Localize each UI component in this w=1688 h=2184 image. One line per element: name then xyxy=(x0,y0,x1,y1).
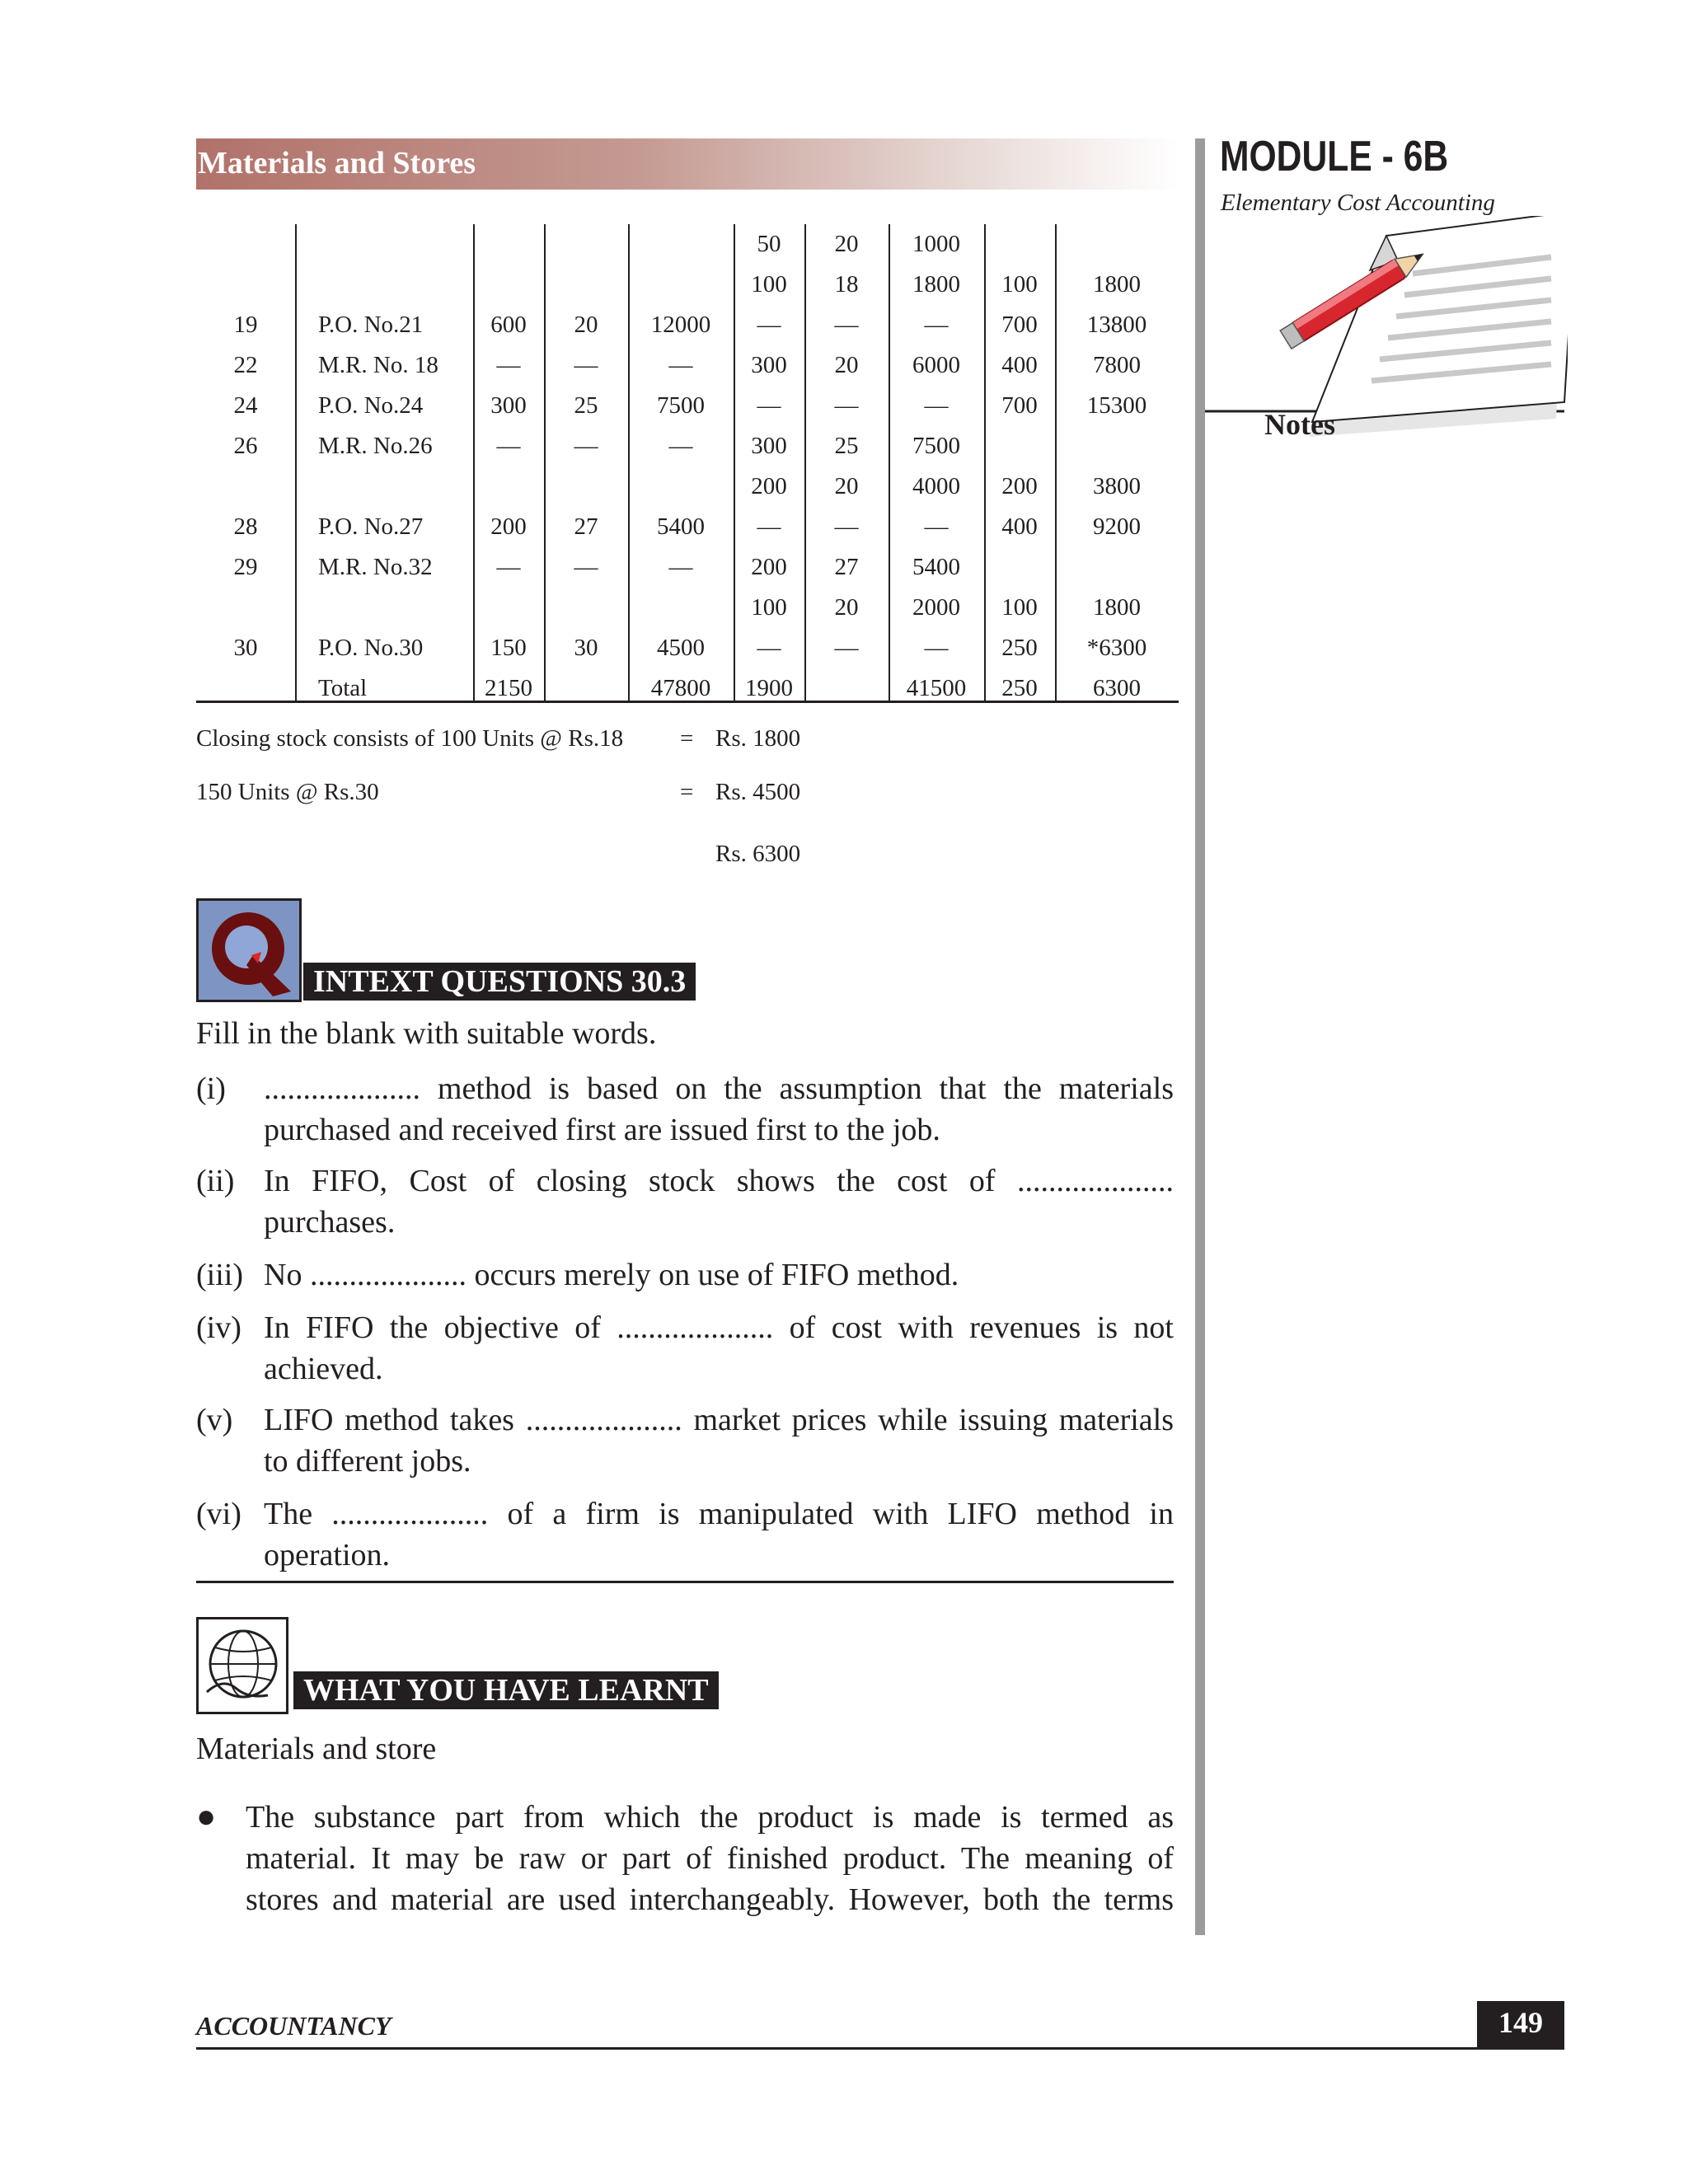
footer-rule xyxy=(196,2047,1564,2050)
ledger-cell-receipt-rate xyxy=(544,668,628,709)
question-text-line: operation. xyxy=(264,1538,391,1572)
ledger-cell-balance-qty: 700 xyxy=(1001,392,1038,419)
ledger-cell-receipt-amount xyxy=(628,588,734,628)
ledger-cell-receipt-qty xyxy=(473,588,544,628)
closing-stock-line1-equals: = xyxy=(680,725,694,752)
ledger-cell-date: 30 xyxy=(233,635,258,661)
ledger-cell-receipt-rate: 27 xyxy=(574,513,598,540)
ledger-cell-issue-amount: 4000 xyxy=(912,473,960,499)
ledger-cell-balance-qty xyxy=(984,224,1055,265)
ledger-cell-issue-rate: 18 xyxy=(834,271,859,298)
ledger-cell-receipt-rate: 20 xyxy=(574,312,598,338)
ledger-cell-issue-qty: — xyxy=(757,635,781,661)
ledger-cell-date xyxy=(196,224,295,265)
ledger-cell-issue-rate: 20 xyxy=(834,594,859,621)
module-title: MODULE - 6B xyxy=(1220,133,1449,180)
ledger-cell-balance-qty: 250 xyxy=(1001,675,1038,701)
question-number: (i) xyxy=(196,1071,226,1106)
ledger-cell-balance-qty: 100 xyxy=(1001,271,1038,298)
question-number: (ii) xyxy=(196,1164,235,1198)
ledger-cell-date: 22 xyxy=(233,352,258,378)
ledger-cell-issue-qty: 100 xyxy=(751,271,787,298)
ledger-cell-balance-amount xyxy=(1055,547,1179,588)
closing-stock-total: Rs. 6300 xyxy=(715,841,801,867)
closing-stock-line2-value: Rs. 4500 xyxy=(715,779,801,805)
question-text-line: The .................... of a firm is manipulated with LIFO method in xyxy=(264,1497,1174,1531)
ledger-cell-balance-amount xyxy=(1055,426,1179,466)
ledger-cell-date: 28 xyxy=(233,513,258,540)
ledger-cell-issue-rate: 25 xyxy=(834,433,859,459)
closing-stock-line2-equals: = xyxy=(680,779,694,805)
ledger-cell-issue-rate: — xyxy=(834,513,859,540)
ledger-cell-issue-amount: — xyxy=(924,513,949,540)
bullet-marker: ● xyxy=(196,1797,217,1835)
question-text-line: to different jobs. xyxy=(264,1444,471,1479)
ledger-cell-issue-amount: 6000 xyxy=(912,352,960,378)
fill-in-instruction: Fill in the blank with suitable words. xyxy=(196,1016,657,1051)
ledger-cell-receipt-amount: 47800 xyxy=(650,675,711,701)
ledger-cell-receipt-amount xyxy=(628,265,734,305)
ledger-cell-issue-qty: — xyxy=(757,392,781,419)
ledger-cell-particulars xyxy=(295,265,473,305)
ledger-cell-balance-qty xyxy=(984,547,1055,588)
ledger-cell-balance-amount: 7800 xyxy=(1093,352,1141,378)
question-number: (iv) xyxy=(196,1310,241,1345)
question-q-icon xyxy=(199,901,299,1000)
ledger-cell-receipt-rate: — xyxy=(574,433,598,459)
ledger-cell-date xyxy=(196,265,295,305)
ledger-cell-issue-amount: — xyxy=(924,635,949,661)
ledger-cell-date: 19 xyxy=(233,312,258,338)
ledger-cell-particulars: M.R. No.26 xyxy=(318,433,433,459)
question-number: (vi) xyxy=(196,1497,241,1531)
question-text-line: achieved. xyxy=(264,1352,383,1386)
ledger-cell-receipt-qty: — xyxy=(496,554,521,580)
ledger-cell-particulars: Total xyxy=(318,675,368,701)
ledger-cell-issue-rate: 20 xyxy=(834,473,859,499)
ledger-cell-receipt-amount: 4500 xyxy=(657,635,705,661)
ledger-cell-issue-qty: — xyxy=(757,513,781,540)
ledger-cell-issue-qty: 300 xyxy=(751,352,787,378)
question-text-line: No .................... occurs merely on use of FIFO method. xyxy=(264,1258,959,1292)
ledger-cell-issue-amount: 1800 xyxy=(912,271,960,298)
ledger-cell-date: 29 xyxy=(233,554,258,580)
ledger-cell-issue-amount: 41500 xyxy=(906,675,967,701)
what-you-have-learnt-heading: WHAT YOU HAVE LEARNT xyxy=(293,1671,719,1709)
ledger-cell-balance-qty: 200 xyxy=(1001,473,1038,499)
ledger-cell-issue-amount: 5400 xyxy=(912,554,960,580)
ledger-cell-particulars: P.O. No.21 xyxy=(318,312,424,338)
ledger-cell-particulars: P.O. No.27 xyxy=(318,513,424,540)
ledger-cell-balance-amount: 15300 xyxy=(1086,392,1147,419)
ledger-cell-receipt-rate: — xyxy=(574,352,598,378)
question-text-line: purchases. xyxy=(264,1205,396,1240)
ledger-cell-balance-amount: 9200 xyxy=(1093,513,1141,540)
module-subtitle: Elementary Cost Accounting xyxy=(1221,190,1495,216)
ledger-cell-issue-rate: — xyxy=(834,635,859,661)
ledger-cell-receipt-rate: 25 xyxy=(574,392,598,419)
ledger-cell-receipt-qty: 600 xyxy=(490,312,527,338)
stores-ledger-table xyxy=(196,224,1179,704)
ledger-cell-particulars xyxy=(295,224,473,265)
ledger-cell-issue-amount: 2000 xyxy=(912,594,960,621)
ledger-cell-particulars xyxy=(295,466,473,507)
ledger-cell-receipt-qty: 300 xyxy=(490,392,527,419)
bullet-line: material. It may be raw or part of finished product. The meaning of xyxy=(246,1841,1174,1876)
ledger-cell-particulars: M.R. No. 18 xyxy=(318,352,438,378)
ledger-cell-issue-rate: — xyxy=(834,392,859,419)
ledger-cell-balance-qty: 250 xyxy=(1001,635,1038,661)
ledger-cell-receipt-qty xyxy=(473,466,544,507)
question-number: (v) xyxy=(196,1403,233,1437)
ledger-cell-issue-qty: 200 xyxy=(751,554,787,580)
question-text-line: .................... method is based on the assumption that the materials xyxy=(264,1071,1174,1106)
closing-stock-line2-label: 150 Units @ Rs.30 xyxy=(196,779,379,805)
ledger-cell-receipt-amount: — xyxy=(668,554,693,580)
learnt-intro: Materials and store xyxy=(196,1732,437,1766)
notepad-pencil-icon xyxy=(1205,216,1568,455)
ledger-cell-issue-rate: 27 xyxy=(834,554,859,580)
ledger-cell-receipt-rate xyxy=(544,588,628,628)
question-number: (iii) xyxy=(196,1258,243,1292)
question-text-line: purchased and received first are issued first to the job. xyxy=(264,1113,940,1147)
ledger-cell-issue-rate: 20 xyxy=(834,231,859,257)
ledger-cell-date xyxy=(196,466,295,507)
ledger-cell-particulars: P.O. No.30 xyxy=(318,635,424,661)
ledger-cell-receipt-rate xyxy=(544,265,628,305)
ledger-cell-receipt-rate: 30 xyxy=(574,635,598,661)
ledger-cell-balance-qty xyxy=(984,426,1055,466)
ledger-cell-date xyxy=(196,588,295,628)
footer-subject: ACCOUNTANCY xyxy=(196,2011,392,2041)
ledger-cell-receipt-qty xyxy=(473,224,544,265)
ledger-cell-receipt-rate xyxy=(544,224,628,265)
ledger-cell-issue-qty: 1900 xyxy=(745,675,793,701)
ledger-cell-balance-qty: 100 xyxy=(1001,594,1038,621)
ledger-cell-issue-rate xyxy=(804,668,889,709)
ledger-cell-issue-qty: 200 xyxy=(751,473,787,499)
ledger-cell-issue-rate: — xyxy=(834,312,859,338)
margin-divider xyxy=(1195,138,1205,1935)
questions-end-rule xyxy=(196,1581,1174,1583)
ledger-cell-receipt-amount xyxy=(628,466,734,507)
ledger-cell-receipt-rate xyxy=(544,466,628,507)
ledger-cell-receipt-qty: — xyxy=(496,352,521,378)
ledger-cell-balance-qty: 400 xyxy=(1001,352,1038,378)
ledger-cell-date: 24 xyxy=(233,392,258,419)
ledger-cell-issue-amount: — xyxy=(924,312,949,338)
ledger-cell-balance-qty: 700 xyxy=(1001,312,1038,338)
ledger-cell-issue-amount: 7500 xyxy=(912,433,960,459)
ledger-cell-balance-amount: 3800 xyxy=(1093,473,1141,499)
ledger-cell-receipt-amount: 12000 xyxy=(650,312,711,338)
ledger-cell-issue-qty: 100 xyxy=(751,594,787,621)
ledger-cell-particulars xyxy=(295,588,473,628)
ledger-cell-balance-amount: *6300 xyxy=(1086,635,1147,661)
ledger-cell-receipt-qty: 2150 xyxy=(485,675,532,701)
notes-label: Notes xyxy=(1264,408,1335,441)
ledger-cell-issue-qty: 300 xyxy=(751,433,787,459)
ledger-cell-balance-amount xyxy=(1055,224,1179,265)
ledger-cell-receipt-amount: — xyxy=(668,352,693,378)
ledger-cell-receipt-amount: 7500 xyxy=(657,392,705,419)
ledger-cell-issue-amount: — xyxy=(924,392,949,419)
ledger-cell-particulars: M.R. No.32 xyxy=(318,554,433,580)
bullet-line: stores and material are used interchangeably. However, both the terms xyxy=(246,1882,1174,1917)
ledger-cell-issue-qty: — xyxy=(757,312,781,338)
ledger-cell-particulars: P.O. No.24 xyxy=(318,392,424,419)
ledger-cell-balance-amount: 6300 xyxy=(1093,675,1141,701)
learnt-icon xyxy=(196,1617,288,1714)
question-text-line: In FIFO the objective of .................... of cost with revenues is not xyxy=(264,1310,1174,1345)
ledger-cell-receipt-qty xyxy=(473,265,544,305)
question-icon xyxy=(196,898,302,1002)
ledger-cell-receipt-qty: — xyxy=(496,433,521,459)
ledger-cell-issue-qty: 50 xyxy=(757,231,781,257)
learnt-bullet-paragraph xyxy=(246,1797,1174,1920)
ledger-cell-date xyxy=(196,668,295,709)
ledger-cell-receipt-amount: — xyxy=(668,433,693,459)
ledger-cell-balance-amount: 13800 xyxy=(1086,312,1147,338)
intext-questions-heading: INTEXT QUESTIONS 30.3 xyxy=(303,963,696,1001)
bullet-line: The substance part from which the product is made is termed as xyxy=(246,1800,1174,1835)
ledger-cell-receipt-amount: 5400 xyxy=(657,513,705,540)
ledger-cell-issue-amount: 1000 xyxy=(912,231,960,257)
ledger-cell-date: 26 xyxy=(233,433,258,459)
closing-stock-line1-label: Closing stock consists of 100 Units @ Rs.18 xyxy=(196,725,624,752)
ledger-cell-receipt-qty: 150 xyxy=(490,635,527,661)
ledger-cell-issue-rate: 20 xyxy=(834,352,859,378)
question-text-line: In FIFO, Cost of closing stock shows the cost of .................... xyxy=(264,1164,1174,1198)
ledger-cell-receipt-rate: — xyxy=(574,554,598,580)
section-title: Materials and Stores xyxy=(198,146,476,180)
ledger-cell-receipt-qty: 200 xyxy=(490,513,527,540)
ledger-cell-balance-amount: 1800 xyxy=(1093,271,1141,298)
closing-stock-line1-value: Rs. 1800 xyxy=(715,725,801,752)
ledger-cell-balance-qty: 400 xyxy=(1001,513,1038,540)
ledger-cell-receipt-amount xyxy=(628,224,734,265)
page-number: 149 xyxy=(1477,2001,1564,2047)
hand-globe-icon xyxy=(199,1619,286,1712)
question-text-line: LIFO method takes .................... market prices while issuing materials xyxy=(264,1403,1174,1437)
ledger-cell-balance-amount: 1800 xyxy=(1093,594,1141,621)
